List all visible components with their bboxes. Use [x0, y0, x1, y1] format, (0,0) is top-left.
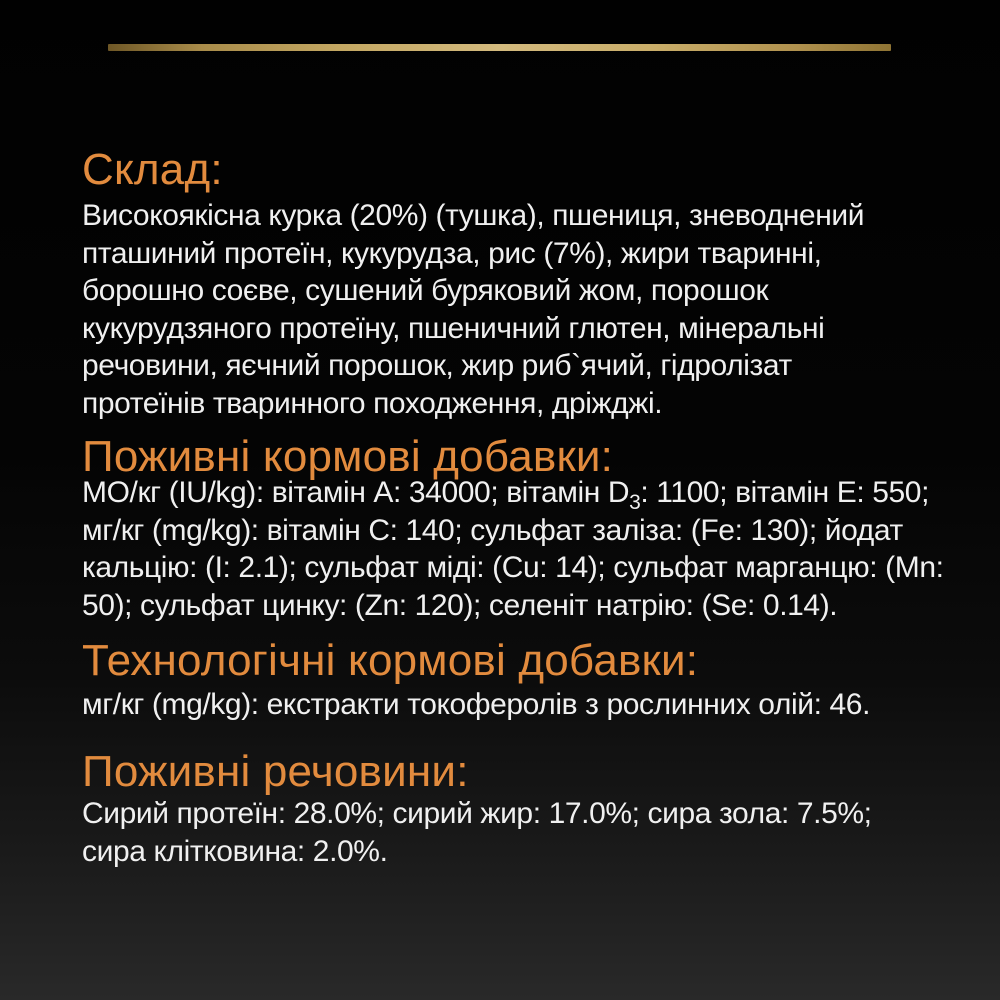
vitamin-d3-subscript: 3	[629, 491, 641, 514]
text-line: Високоякісна курка (20%) (тушка), пшениця, зневоднений	[82, 199, 865, 232]
nutrients-text	[82, 795, 872, 870]
text-line: мг/кг (mg/kg): вітамін C: 140; сульфат заліза: (Fe: 130); йодат	[82, 513, 903, 547]
text-line: 50); сульфат цинку: (Zn: 120); селеніт натрію: (Se: 0.14).	[82, 588, 838, 622]
text-line: кукурудзяного протеїну, пшеничний глютен, мінеральні	[82, 311, 825, 345]
text-line-with-subscript	[82, 474, 944, 512]
text-line: речовини, яєчний порошок, жир риб`ячий, гідролізат	[82, 349, 792, 382]
text-line: кальцію: (I: 2.1); сульфат міді: (Cu: 14); сульфат марганцю: (Mn:	[82, 551, 944, 584]
section-heading-nutritional-additives: Поживні кормові добавки:	[82, 432, 614, 481]
text-segment: МО/кг (IU/kg): вітамін A: 34000; вітамін D	[82, 476, 630, 509]
text-line: пташиний протеїн, кукурудза, рис (7%), жири тваринні,	[82, 236, 822, 270]
section-heading-technological-additives: Технологічні кормові добавки:	[82, 636, 699, 685]
text-line: сира клітковина: 2.0%.	[82, 834, 388, 868]
section-heading-composition: Склад:	[82, 145, 223, 194]
text-line: Сирий протеїн: 28.0%; сирий жир: 17.0%; сира зола: 7.5%;	[82, 797, 872, 830]
label-content	[82, 0, 962, 1000]
text-line: мг/кг (mg/kg): екстракти токоферолів з рослинних олій: 46.	[82, 688, 871, 721]
nutritional-additives-text	[82, 474, 944, 624]
section-heading-nutrients: Поживні речовини:	[82, 747, 469, 796]
text-segment: : 1100; вітамін E: 550;	[640, 476, 930, 509]
composition-text	[82, 197, 864, 422]
technological-additives-text	[82, 686, 870, 724]
text-line: протеїнів тваринного походження, дріжджі.	[82, 386, 663, 420]
text-line: борошно соєве, сушений буряковий жом, порошок	[82, 274, 769, 307]
